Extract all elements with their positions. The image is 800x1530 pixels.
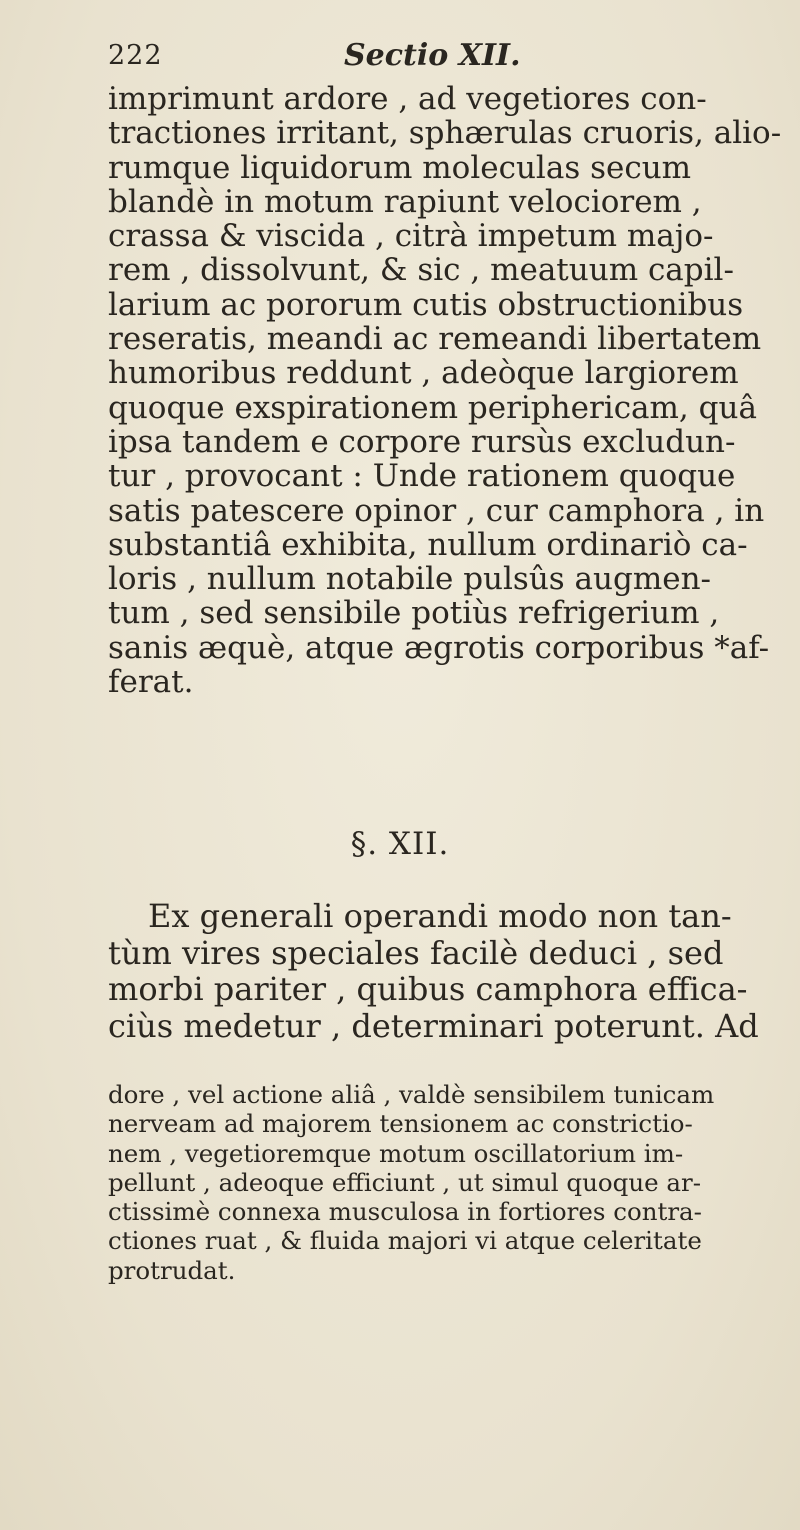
text-line: satis patescere opinor , cur camphora , in (108, 492, 765, 529)
text-line: tùm vires speciales facilè deduci , sed (108, 933, 724, 972)
text-line: morbi pariter , quibus camphora effica- (108, 970, 748, 1008)
text-line: sanis æquè, atque ægrotis corporibus *af- (108, 629, 770, 666)
section-title: Sectio XII. (344, 38, 521, 73)
footnote-line: protrudat. (108, 1255, 236, 1285)
text-line: ipsa tandem e corpore rursùs excludun- (108, 423, 736, 460)
section-heading: §. XII. (350, 826, 450, 862)
text-line: imprimunt ardore , ad vegetiores con- (108, 81, 707, 117)
text-line: larium ac pororum cutis obstructionibus (108, 286, 744, 323)
text-line: rem , dissolvunt, & sic , meatuum capil- (108, 252, 734, 289)
page-number: 222 (108, 40, 163, 71)
text-line: crassa & viscida , citrà impetum majo- (108, 218, 714, 255)
text-line: blandè in motum rapiunt velociorem , (108, 183, 702, 220)
paragraph-1 (108, 81, 782, 701)
paragraph-2 (108, 898, 768, 1044)
text-line: tur , provocant : Unde rationem quoque (108, 458, 736, 495)
footnote-line: dore , vel actione aliâ , valdè sensibilem tunicam (108, 1080, 715, 1109)
text-line: substantiâ exhibita, nullum ordinariò ca- (108, 526, 748, 563)
text-line: quoque exspirationem periphericam, quâ (108, 389, 757, 426)
running-head (108, 40, 748, 80)
text-line: tractiones irritant, sphærulas cruoris, alio- (108, 115, 782, 152)
text-line: Ex generali operandi modo non tan- (148, 897, 732, 935)
footnote-line: pellunt , adeoque efficiunt , ut simul quoque ar- (108, 1167, 701, 1197)
text-line: ferat. (108, 664, 194, 701)
text-line: humoribus reddunt , adeòque largiorem (108, 355, 739, 392)
footnote-line: nerveam ad majorem tensionem ac constrictio- (108, 1109, 693, 1139)
footnote-line: ctiones ruat , & fluida majori vi atque celeritate (108, 1226, 702, 1256)
text-line: tum , sed sensibile potiùs refrigerium , (108, 595, 720, 632)
footnote (108, 1080, 768, 1285)
text-line: rumque liquidorum moleculas secum (108, 149, 692, 186)
text-line: loris , nullum notabile pulsûs augmen- (108, 561, 712, 598)
footnote-line: nem , vegetioremque motum oscillatorium im- (108, 1138, 684, 1168)
footnote-line: ctissimè connexa musculosa in fortiores contra- (108, 1197, 702, 1227)
text-line: reseratis, meandi ac remeandi libertatem (108, 321, 762, 358)
text-line: ciùs medetur , determinari poterunt. Ad (108, 1006, 759, 1045)
